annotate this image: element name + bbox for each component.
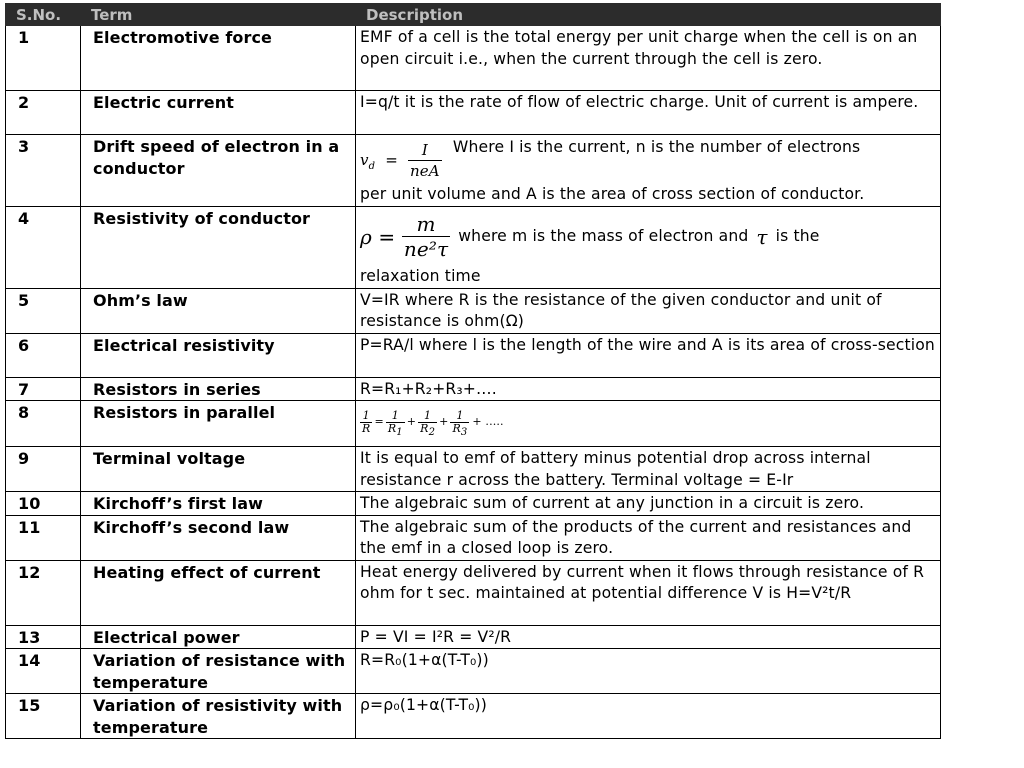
table-row <box>6 625 941 649</box>
term-cell: Variation of resistivity with temperature <box>81 694 356 739</box>
sno-cell: 4 <box>6 206 81 288</box>
table-row <box>6 694 941 739</box>
definitions-sheet <box>5 3 940 739</box>
table-row <box>6 377 941 401</box>
description-cell: P=RA/l where l is the length of the wire and A is its area of cross-section <box>356 333 941 377</box>
description-cell <box>356 206 941 288</box>
resistivity-line: ρ = $\frac{m}{\text{ne²τ}}$ where m is the mass of electron and τ is the <box>360 212 820 261</box>
table-row <box>6 206 941 288</box>
table-row <box>6 333 941 377</box>
term-cell: Resistivity of conductor <box>81 206 356 288</box>
table-row <box>6 649 941 694</box>
description-cell: It is equal to emf of battery minus potential drop across internal resistance r across the battery. Terminal voltage = E-Ir <box>356 447 941 492</box>
resistivity-text-line2: relaxation time <box>360 266 481 285</box>
header-term: Term <box>81 4 356 26</box>
sno-cell: 6 <box>6 333 81 377</box>
sno-cell: 9 <box>6 447 81 492</box>
description-cell <box>356 135 941 207</box>
drift-speed-line: $v_d$ = $\frac{I}{\text{neA}}$ Where I is the current, n is the number of electrons <box>360 138 861 180</box>
description-cell: Heat energy delivered by current when it flows through resistance of R ohm for t sec. maintained at potential difference V is H=V²t/R <box>356 560 941 625</box>
tau-symbol: τ <box>756 224 768 249</box>
description-cell: R=R₀(1+α(T-T₀)) <box>356 649 941 694</box>
formula-lhs: $v_d$ <box>360 151 376 172</box>
term-cell: Variation of resistance with temperature <box>81 649 356 694</box>
description-cell: The algebraic sum of current at any junction in a circuit is zero. <box>356 492 941 516</box>
sno-cell: 1 <box>6 26 81 91</box>
table-row <box>6 401 941 447</box>
description-cell: P = VI = I²R = V²/R <box>356 625 941 649</box>
term-cell: Terminal voltage <box>81 447 356 492</box>
term-cell: Drift speed of electron in a conductor <box>81 135 356 207</box>
term-cell: Electrical resistivity <box>81 333 356 377</box>
sno-cell: 3 <box>6 135 81 207</box>
sno-cell: 11 <box>6 515 81 560</box>
sno-cell: 5 <box>6 288 81 333</box>
header-row <box>6 4 941 26</box>
term-cell: Electromotive force <box>81 26 356 91</box>
table-row <box>6 288 941 333</box>
header-sno: S.No. <box>6 4 81 26</box>
sno-cell: 15 <box>6 694 81 739</box>
sno-cell: 10 <box>6 492 81 516</box>
sno-cell: 12 <box>6 560 81 625</box>
formula-lhs: ρ <box>360 224 372 249</box>
table-row <box>6 515 941 560</box>
term-cell: Kirchoff’s second law <box>81 515 356 560</box>
term-cell: Kirchoff’s first law <box>81 492 356 516</box>
description-cell: The algebraic sum of the products of the current and resistances and the emf in a closed loop is zero. <box>356 515 941 560</box>
drift-speed-fraction: $\frac{I}{\text{neA}}$ <box>409 141 440 180</box>
physics-terms-table <box>5 3 941 739</box>
sno-cell: 7 <box>6 377 81 401</box>
header-description: Description <box>356 4 941 26</box>
sno-cell: 2 <box>6 91 81 135</box>
description-cell: I=q/t it is the rate of flow of electric charge. Unit of current is ampere. <box>356 91 941 135</box>
term-cell: Electric current <box>81 91 356 135</box>
parallel-formula: $\frac{1}{R}$ = $\frac{1}{R_1}$ + $\frac{1}{R_2}$ + $\frac{1}{R_3}$ + ..... <box>362 408 504 438</box>
description-cell: V=IR where R is the resistance of the given conductor and unit of resistance is ohm(Ω) <box>356 288 941 333</box>
sno-cell: 8 <box>6 401 81 447</box>
term-cell: Ohm’s law <box>81 288 356 333</box>
table-row <box>6 492 941 516</box>
table-row <box>6 26 941 91</box>
description-cell: ρ=ρ₀(1+α(T-T₀)) <box>356 694 941 739</box>
term-cell: Electrical power <box>81 625 356 649</box>
sno-cell: 14 <box>6 649 81 694</box>
term-cell: Resistors in parallel <box>81 401 356 447</box>
table-row <box>6 447 941 492</box>
sno-cell: 13 <box>6 625 81 649</box>
description-cell <box>356 401 941 447</box>
table-row <box>6 91 941 135</box>
description-cell: EMF of a cell is the total energy per unit charge when the cell is on an open circuit i.e., when the current through the cell is zero. <box>356 26 941 91</box>
description-cell: R=R₁+R₂+R₃+…. <box>356 377 941 401</box>
table-row <box>6 135 941 207</box>
term-cell: Heating effect of current <box>81 560 356 625</box>
table-row <box>6 560 941 625</box>
equals-sign: = <box>380 151 403 169</box>
drift-speed-text-line2: per unit volume and A is the area of cross section of conductor. <box>360 185 865 203</box>
resistivity-fraction: $\frac{m}{\text{ne²τ}}$ <box>403 212 449 261</box>
equals-sign: = <box>371 224 402 249</box>
term-cell: Resistors in series <box>81 377 356 401</box>
